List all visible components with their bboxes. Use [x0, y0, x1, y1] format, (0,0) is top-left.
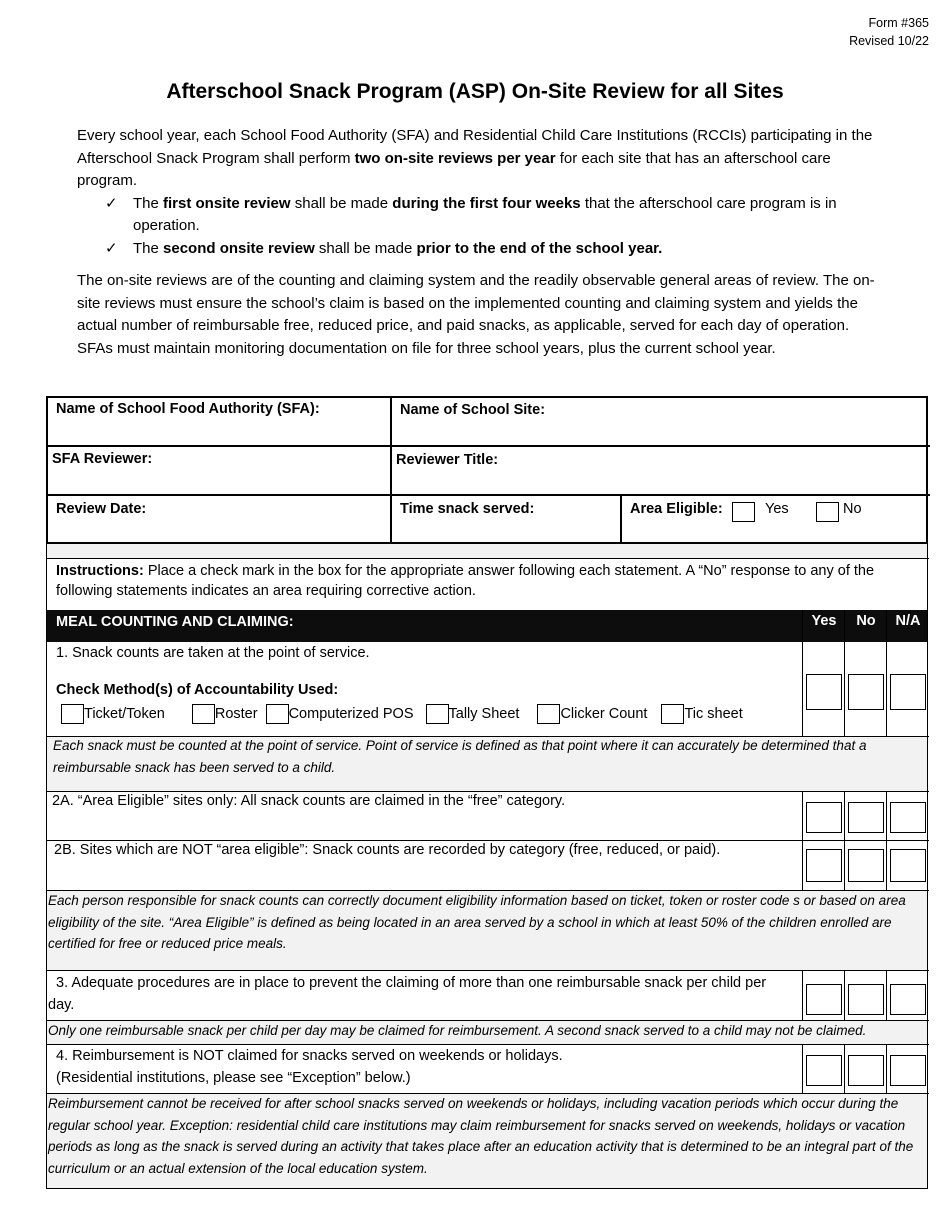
q4-yes-box[interactable] [806, 1055, 842, 1086]
school-site-field[interactable]: Name of School Site: [400, 402, 546, 418]
bullet2-d: prior to the end of the school year. [416, 239, 663, 257]
sfa-reviewer-field[interactable]: SFA Reviewer: [52, 451, 153, 467]
methods-label: Check Method(s) of Accountability Used: [56, 682, 339, 698]
q2a-na-box[interactable] [890, 802, 926, 833]
area-eligible-yes-label: Yes [765, 501, 789, 517]
method-label: Roster [214, 705, 258, 722]
question-2a: 2A. “Area Eligible” sites only: All snack counts are claimed in the “free” category. [52, 793, 566, 809]
question-1: 1. Snack counts are taken at the point of service. [56, 645, 370, 661]
intro-paragraph-1 [77, 125, 877, 193]
q4-na-box[interactable] [890, 1055, 926, 1086]
q1-no-box[interactable] [848, 674, 884, 710]
form-number-block [849, 14, 929, 50]
intro-p1-start: Every school year, each School Food Authority (SFA) and Residential Child Care Institutions (RCCIs) participating in the Afterschool Snack Program shall perform [77, 127, 873, 167]
method-checkbox[interactable] [537, 704, 560, 724]
methods-list [61, 704, 743, 724]
question-3-note: Only one reimbursable snack per child per day may be claimed for reimbursement. A second snack served to a child may not be claimed. [48, 1023, 867, 1038]
sfa-name-field[interactable]: Name of School Food Authority (SFA): [56, 401, 320, 417]
q2b-no-box[interactable] [848, 849, 884, 882]
question-4-note: Reimbursement cannot be received for after school snacks served on weekends or holidays, including vacation periods which occur during the regular school year. Exception: residential child care institutions may claim reimbursement for snacks served on weekends, holidays or vacation periods as long as the snack is served during an activity that takes place after an education activity that is determined to be an integral part of the curriculum or an actual extension of the local education system. [48, 1096, 914, 1176]
checkmark-icon: ✓ [105, 239, 118, 257]
method-label: Tally Sheet [448, 705, 520, 722]
checkmark-icon: ✓ [105, 194, 118, 212]
bullet1-c: shall be made [290, 194, 393, 212]
form-number: Form #365 [868, 16, 929, 30]
bullet2-c: shall be made [314, 239, 417, 257]
intro-p1-end: for each site that has an afterschool care program. [77, 149, 831, 189]
area-eligible-label: Area Eligible: [630, 501, 723, 517]
bullet1-a: The [133, 194, 164, 212]
question-1-note: Each snack must be counted at the point of service. Point of service is defined as that point where it can accurately be determined that a reimbursable snack has been served to a child. [53, 738, 867, 775]
bullet2-a: The [133, 239, 164, 257]
q2b-yes-box[interactable] [806, 849, 842, 882]
question-3: 3. Adequate procedures are in place to prevent the claiming of more than one reimbursable snack per child per day. [48, 975, 767, 1013]
bullet1-d: during the first four weeks [392, 194, 581, 212]
method-checkbox[interactable] [426, 704, 449, 724]
intro-paragraph-2: The on-site reviews are of the counting and claiming system and the readily observable general areas of review. The on-site reviews must ensure the school’s claim is based on the implemented counting and claiming system and yields the actual number of reimbursable free, reduced price, and paid snacks, as applicable, served for each day of operation. SFAs must maintain monitoring documentation on file for three school years, plus the current school year. [77, 272, 875, 357]
review-timing-list [77, 193, 877, 261]
method-label: Clicker Count [560, 705, 648, 722]
spacer-row [47, 544, 927, 558]
review-checklist-table [46, 544, 928, 1189]
list-item [77, 193, 877, 238]
page-title: Afterschool Snack Program (ASP) On-Site Review for all Sites [166, 80, 784, 103]
q1-na-box[interactable] [890, 674, 926, 710]
method-checkbox[interactable] [61, 704, 84, 724]
col-yes-header: Yes [811, 613, 837, 629]
question-2b: 2B. Sites which are NOT “area eligible”: Snack counts are recorded by category (free, reduced, or paid). [54, 842, 721, 858]
col-no-header: No [856, 613, 876, 629]
intro-p1-bold: two on-site reviews per year [354, 149, 556, 167]
q2a-yes-box[interactable] [806, 802, 842, 833]
area-eligible-yes-checkbox[interactable] [732, 502, 755, 522]
method-checkbox[interactable] [266, 704, 289, 724]
site-info-table [46, 396, 928, 544]
q2a-no-box[interactable] [848, 802, 884, 833]
q1-yes-box[interactable] [806, 674, 842, 710]
question-4-line2: (Residential institutions, please see “Exception” below.) [56, 1070, 411, 1086]
q4-no-box[interactable] [848, 1055, 884, 1086]
instructions-label: Instructions: [56, 563, 144, 579]
reviewer-title-field[interactable]: Reviewer Title: [396, 452, 499, 468]
q3-no-box[interactable] [848, 984, 884, 1015]
review-date-field[interactable]: Review Date: [56, 501, 147, 517]
method-checkbox[interactable] [661, 704, 684, 724]
area-eligible-group [630, 501, 723, 517]
method-checkbox[interactable] [192, 704, 215, 724]
method-label: Computerized POS [288, 705, 414, 722]
method-label: Tic sheet [684, 705, 743, 722]
time-served-field[interactable]: Time snack served: [400, 501, 535, 517]
q2b-na-box[interactable] [890, 849, 926, 882]
instructions-body: Place a check mark in the box for the appropriate answer following each statement. A “No” response to any of the following statements indicates an area requiring corrective action. [56, 563, 875, 599]
question-4-line1: 4. Reimbursement is NOT claimed for snacks served on weekends or holidays. [56, 1048, 563, 1064]
area-eligible-no-label: No [843, 501, 862, 517]
instructions-text [56, 561, 921, 601]
section-heading: MEAL COUNTING AND CLAIMING: [56, 614, 294, 630]
method-label: Ticket/Token [84, 705, 165, 722]
list-item [77, 238, 877, 261]
area-eligible-no-checkbox[interactable] [816, 502, 839, 522]
question-2-note: Each person responsible for snack counts can correctly document eligibility information based on ticket, token or roster code s or based on area eligibility of the site. “Area Eligible” is defined as being located in an area served by a school in which at least 50% of the children enrolled are certified for free or reduced price meals. [48, 893, 906, 951]
bullet2-b: second onsite review [163, 239, 315, 257]
revised-date: Revised 10/22 [849, 34, 929, 48]
q3-yes-box[interactable] [806, 984, 842, 1015]
q3-na-box[interactable] [890, 984, 926, 1015]
col-na-header: N/A [895, 613, 921, 629]
intro-section [77, 125, 877, 360]
question-4 [56, 1045, 563, 1089]
bullet1-b: first onsite review [163, 194, 291, 212]
bullet1-e: that the afterschool care program is in operation. [133, 194, 837, 234]
